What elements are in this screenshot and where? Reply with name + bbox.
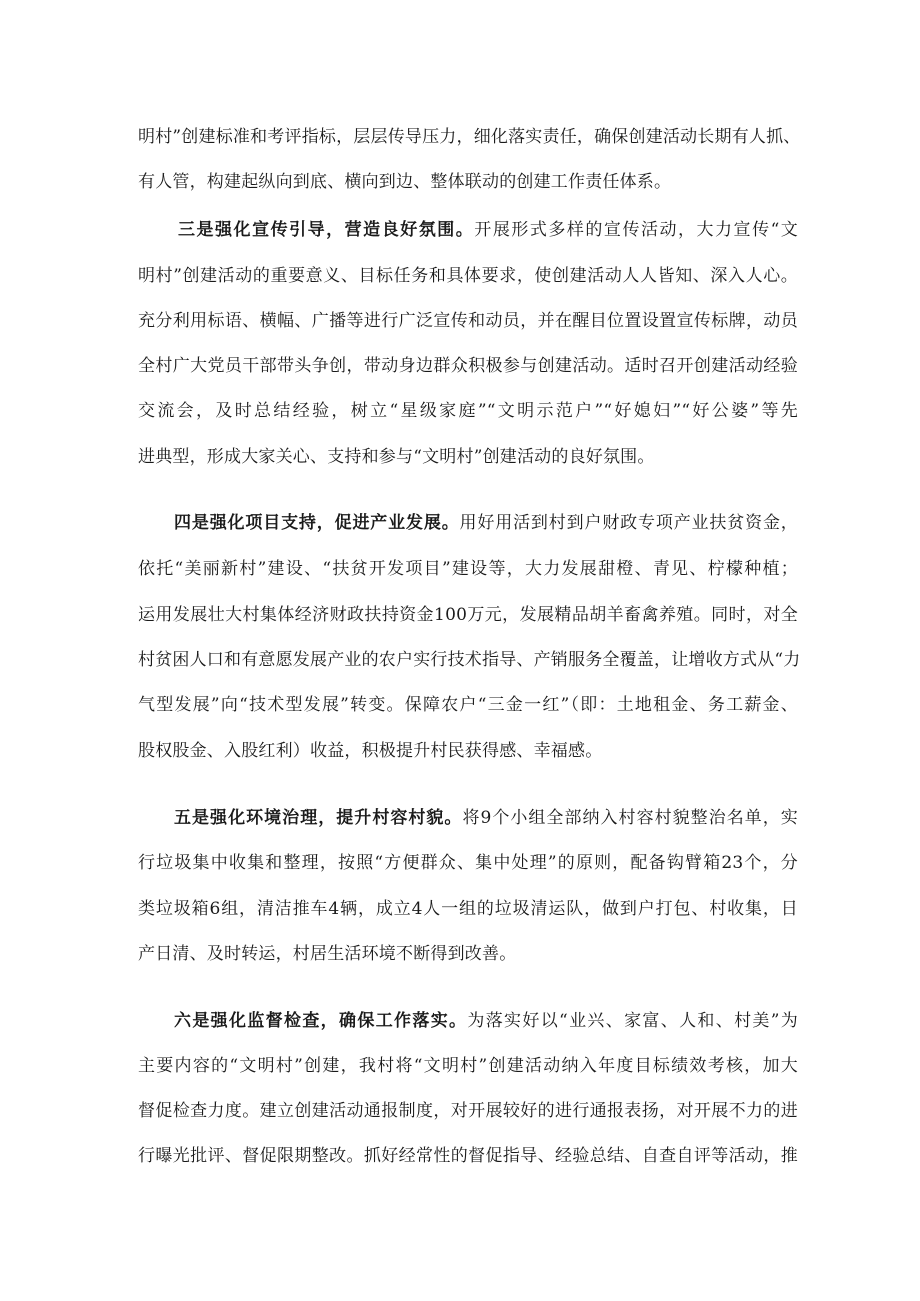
text-line: 全村广大党员干部带头争创，带动身边群众积极参与创建活动。适时召开创建活动经验 <box>138 356 798 376</box>
paragraph-text: 为落实好以“业兴、家富、人和、村美”为 <box>467 1011 798 1031</box>
text-line: 督促检查力度。建立创建活动通报制度，对开展较好的进行通报表扬，对开展不力的进 <box>138 1101 798 1121</box>
paragraph-text: 开展形式多样的宣传活动，大力宣传“文 <box>474 220 798 240</box>
text-line: 村贫困人口和有意愿发展产业的农户实行技术指导、产销服务全覆盖，让增收方式从“力 <box>138 650 801 670</box>
text-line: 明村”创建标准和考评指标，层层传导压力，细化落实责任，确保创建活动长期有人抓、 <box>138 127 801 147</box>
text-line: 行垃圾集中收集和整理，按照“方便群众、集中处理”的原则，配备钩臂箱23个，分 <box>138 853 798 873</box>
text-line: 充分利用标语、横幅、广播等进行广泛宣传和动员，并在醒目位置设置宣传标牌，动员 <box>138 311 798 331</box>
text-line: 交流会，及时总结经验，树立“星级家庭”“文明示范户”“好媳妇”“好公婆”等先 <box>138 401 798 421</box>
text-line: 进典型，形成大家关心、支持和参与“文明村”创建活动的良好氛围。 <box>138 447 655 467</box>
paragraph-first-line <box>174 1007 798 1035</box>
text-line: 主要内容的“文明村”创建，我村将“文明村”创建活动纳入年度目标绩效考核，加大 <box>138 1056 798 1076</box>
paragraph-heading: 四是强化项目支持，促进产业发展。 <box>174 513 460 533</box>
paragraph-heading: 六是强化监督检查，确保工作落实。 <box>174 1011 468 1031</box>
paragraph-heading: 五是强化环境治理，提升村容村貌。 <box>174 808 463 828</box>
text-line: 依托“美丽新村”建设、“扶贫开发项目”建设等，大力发展甜橙、青见、柠檬种植； <box>138 559 798 579</box>
paragraph-text: 用好用活到村到户财政专项产业扶贫资金， <box>459 513 798 533</box>
text-line: 有人管，构建起纵向到底、横向到边、整体联动的创建工作责任体系。 <box>138 172 672 192</box>
text-line: 明村”创建活动的重要意义、目标任务和具体要求，使创建活动人人皆知、深入人心。 <box>138 266 798 286</box>
paragraph-first-line <box>174 509 798 537</box>
text-line: 运用发展壮大村集体经济财政扶持资金100万元，发展精品胡羊畜禽养殖。同时，对全 <box>138 605 798 625</box>
paragraph-first-line <box>174 804 798 832</box>
paragraph-text: 将9个小组全部纳入村容村貌整治名单，实 <box>462 808 798 828</box>
text-line: 股权股金、入股红利）收益，积极提升村民获得感、幸福感。 <box>138 741 603 761</box>
text-line: 行曝光批评、督促限期整改。抓好经常性的督促指导、经验总结、自查自评等活动，推 <box>138 1146 798 1166</box>
paragraph-heading: 三是强化宣传引导，营造良好氛围。 <box>178 220 475 240</box>
text-line: 产日清、及时转运，村居生活环境不断得到改善。 <box>138 944 517 964</box>
paragraph-first-line <box>178 216 798 244</box>
text-line: 气型发展”向“技术型发展”转变。保障农户“三金一红”（即：土地租金、务工薪金、 <box>138 695 798 715</box>
text-line: 类垃圾箱6组，清洁推车4辆，成立4人一组的垃圾清运队，做到户打包、村收集，日 <box>138 899 798 919</box>
